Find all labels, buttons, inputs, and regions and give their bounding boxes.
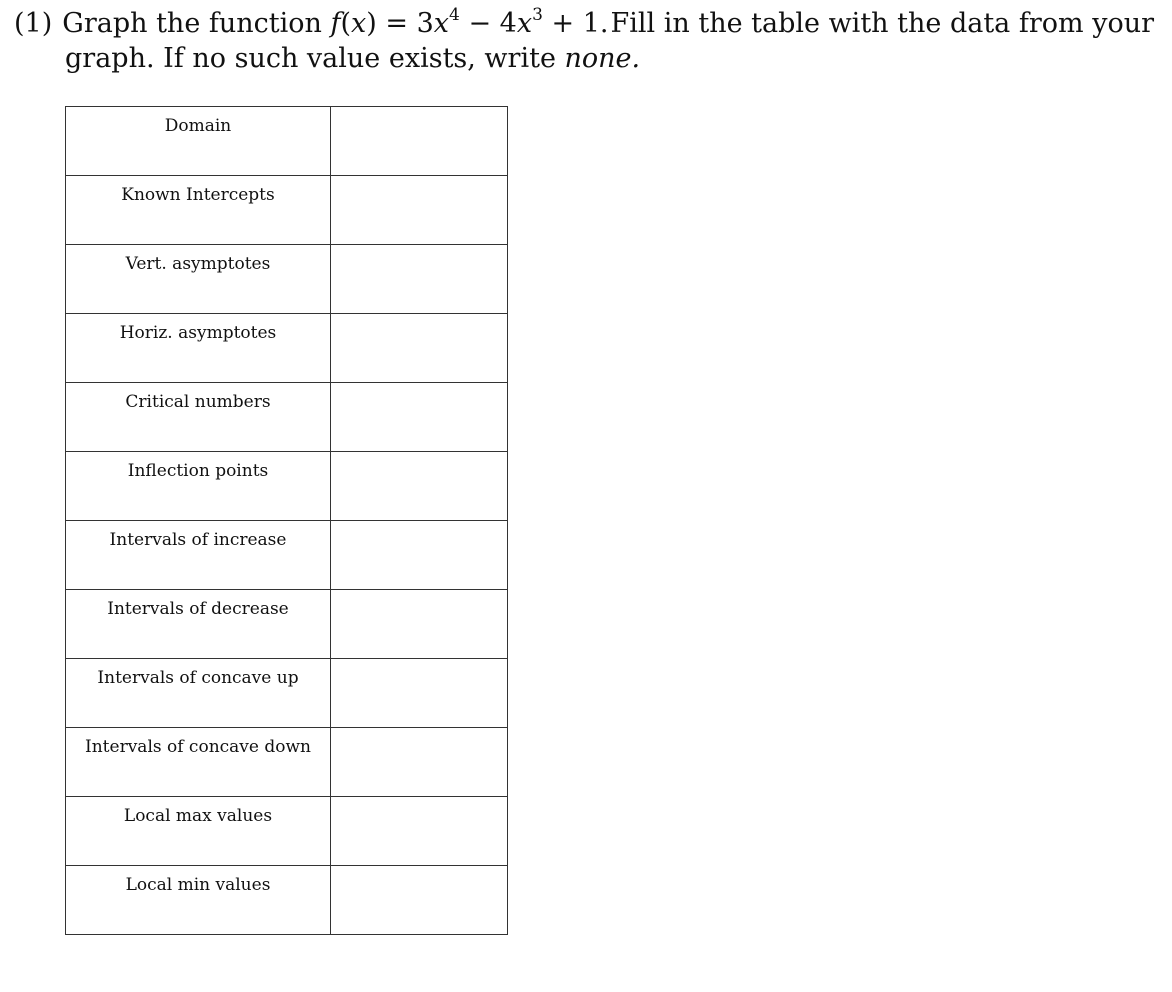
row-label: Intervals of decrease [107,599,289,619]
problem-text-before: Graph the function [62,8,322,39]
problem-number: (1) [14,8,53,39]
table-row [66,797,508,866]
exponent-2: 3 [532,5,543,25]
row-label: Local min values [125,875,271,895]
problem-text-after: Fill in the table with the data from your [610,8,1154,39]
row-label-cell [66,866,331,935]
answer-cell[interactable] [331,728,508,797]
problem-statement [14,6,1154,76]
table-row [66,107,508,176]
row-label: Intervals of concave down [85,737,311,757]
table-row [66,521,508,590]
answer-cell[interactable] [331,176,508,245]
row-label: Local max values [123,806,273,826]
coef-1: 3 [416,8,434,39]
answer-cell[interactable] [331,107,508,176]
answer-cell[interactable] [331,452,508,521]
row-label-cell [66,590,331,659]
term-2-variable: x [516,8,533,39]
coef-2: 4 [499,8,517,39]
row-label: Vert. asymptotes [125,254,271,274]
answer-cell[interactable] [331,383,508,452]
table-row [66,314,508,383]
answer-cell[interactable] [331,521,508,590]
term-1-variable: x [433,8,450,39]
problem-line-1-left: (1) Graph the function $f(x) = 3x^4 - 4x^3 + 1$. [14,5,609,39]
table-row [66,659,508,728]
table-row [66,728,508,797]
table-row [66,590,508,659]
function-variable: x [351,8,367,39]
problem-line-2-text: graph. If no such value exists, write [65,43,556,74]
row-label-cell [66,797,331,866]
row-label-cell [66,521,331,590]
table-row [66,245,508,314]
table-row [66,452,508,521]
row-label-cell [66,176,331,245]
row-label-cell [66,245,331,314]
table-row [66,866,508,935]
table-row [66,176,508,245]
answer-cell[interactable] [331,797,508,866]
row-label: Intervals of concave up [97,668,299,688]
answer-cell[interactable] [331,659,508,728]
row-label-cell [66,659,331,728]
problem-line-1 [14,6,1154,41]
table-body [66,107,508,935]
row-label: Domain [164,116,232,136]
answer-cell[interactable] [331,590,508,659]
row-label: Intervals of increase [109,530,287,550]
row-label-cell [66,314,331,383]
exponent-1: 4 [449,5,460,25]
row-label-cell [66,728,331,797]
function-name: f [330,8,341,39]
problem-line-2 [14,41,1154,76]
row-label: Inflection points [127,461,269,481]
table-row [66,383,508,452]
row-label: Critical numbers [125,392,271,412]
answer-cell[interactable] [331,245,508,314]
function-properties-table [65,106,508,935]
none-keyword: none. [564,43,641,74]
answer-cell[interactable] [331,866,508,935]
row-label: Horiz. asymptotes [119,323,277,343]
constant-term: 1 [582,8,600,39]
row-label-cell [66,452,331,521]
row-label-cell [66,383,331,452]
answer-cell[interactable] [331,314,508,383]
row-label-cell [66,107,331,176]
row-label: Known Intercepts [121,185,275,205]
